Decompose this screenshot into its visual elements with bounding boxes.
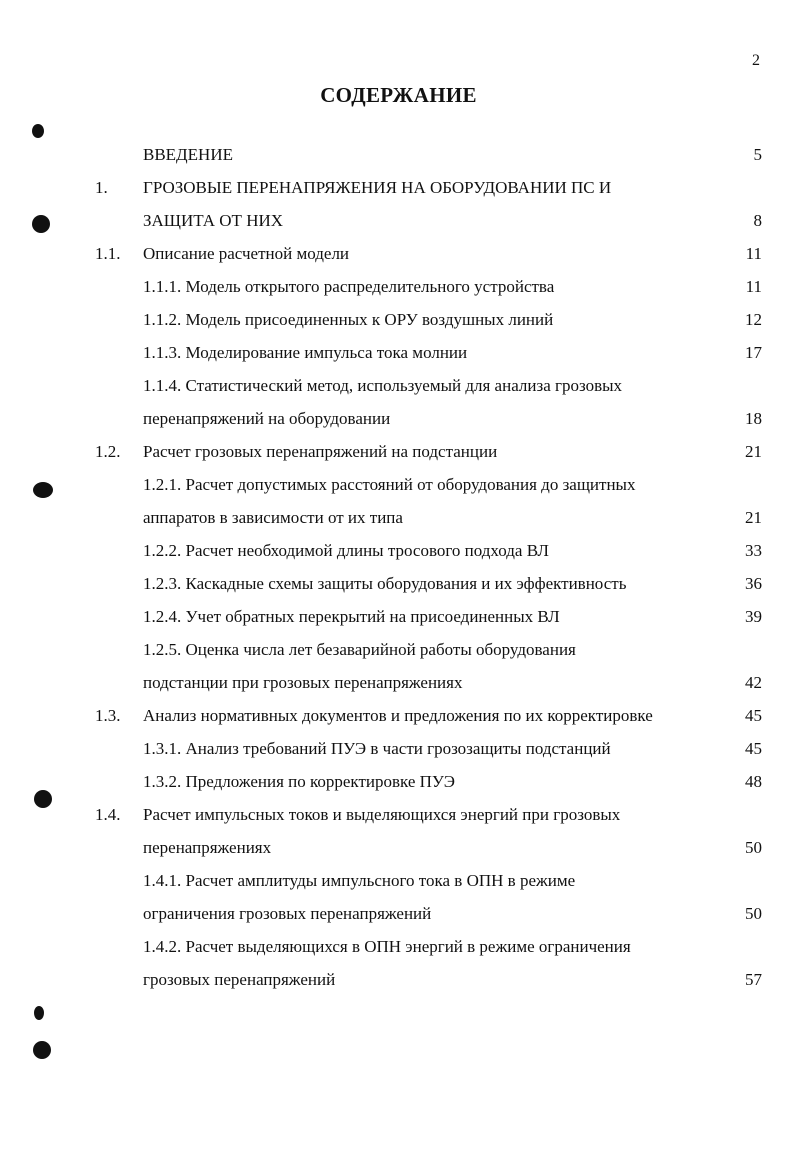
toc-number-1: 1.	[95, 178, 108, 197]
toc-page-intro: 5	[753, 145, 762, 164]
toc-page-1-4-2: 57	[745, 970, 762, 989]
toc-number-1-1: 1.1.	[95, 244, 121, 263]
toc-page-1-1-3: 17	[745, 343, 762, 362]
toc-entry-1-2-3: 1.2.3. Каскадные схемы защиты оборудования и их эффективность	[143, 574, 627, 593]
toc-entry-1-2-4: 1.2.4. Учет обратных перекрытий на присоединенных ВЛ	[143, 607, 560, 626]
toc-entry-1-3: Анализ нормативных документов и предложения по их корректировке	[143, 706, 653, 725]
toc-entry-1-2-5-line1: 1.2.5. Оценка числа лет безаварийной работы оборудования	[143, 640, 576, 659]
toc-number-1-3: 1.3.	[95, 706, 121, 725]
toc-entry-1-1-4-line1: 1.1.4. Статистический метод, используемый для анализа грозовых	[143, 376, 623, 395]
toc-page-1-1: 11	[745, 244, 762, 263]
toc-entry-1-1-4-line2: перенапряжений на оборудовании	[143, 409, 391, 428]
toc-entry-1-1-1: 1.1.1. Модель открытого распределительного устройства	[143, 277, 555, 296]
toc-page-1-2-1: 21	[745, 508, 762, 527]
toc-entry-1-4-2-line1: 1.4.2. Расчет выделяющихся в ОПН энергий в режиме ограничения	[143, 937, 631, 956]
page-title: СОДЕРЖАНИЕ	[320, 83, 477, 107]
page-number: 2	[752, 52, 760, 69]
toc-entry-1-2-1-line1: 1.2.1. Расчет допустимых расстояний от оборудования до защитных	[143, 475, 636, 494]
toc-page-1-1-4: 18	[745, 409, 762, 428]
toc-page-1-2: 21	[745, 442, 762, 461]
toc-page-1-1-2: 12	[745, 310, 762, 329]
toc-page-1: 8	[753, 211, 762, 230]
toc-entry-1-2-1-line2: аппаратов в зависимости от их типа	[143, 508, 403, 527]
toc-page-1-2-3: 36	[745, 574, 762, 593]
toc-entry-1-4-2-line2: грозовых перенапряжений	[143, 970, 336, 989]
toc-page-1-3-1: 45	[745, 739, 762, 758]
toc-number-1-2: 1.2.	[95, 442, 121, 461]
toc-entry-1-4-1-line1: 1.4.1. Расчет амплитуды импульсного тока в ОПН в режиме	[143, 871, 576, 890]
toc-entry-1-2: Расчет грозовых перенапряжений на подстанции	[143, 442, 498, 461]
toc-page-1-2-2: 33	[745, 541, 762, 560]
toc-page-1-1-1: 11	[745, 277, 762, 296]
toc-page-1-4-1: 50	[745, 904, 762, 923]
toc-entry-intro: ВВЕДЕНИЕ	[143, 145, 233, 164]
toc-entry-1-2-5-line2: подстанции при грозовых перенапряжениях	[143, 673, 463, 692]
toc-number-1-4: 1.4.	[95, 805, 121, 824]
toc-entry-1-2-2: 1.2.2. Расчет необходимой длины тросового подхода ВЛ	[143, 541, 549, 560]
toc-entry-1-1-2: 1.1.2. Модель присоединенных к ОРУ воздушных линий	[143, 310, 554, 329]
toc-page-1-4: 50	[745, 838, 762, 857]
toc-page-1-2-4: 39	[745, 607, 762, 626]
toc-entry-1-line2: ЗАЩИТА ОТ НИХ	[143, 211, 284, 230]
toc-entry-1-1: Описание расчетной модели	[143, 244, 350, 263]
toc-page-1-3-2: 48	[745, 772, 762, 791]
toc-entry-1-line1: ГРОЗОВЫЕ ПЕРЕНАПРЯЖЕНИЯ НА ОБОРУДОВАНИИ ПС И	[143, 178, 612, 197]
toc-entry-1-4-line1: Расчет импульсных токов и выделяющихся энергий при грозовых	[143, 805, 621, 824]
toc-entry-1-4-line2: перенапряжениях	[143, 838, 272, 857]
toc-page-1-2-5: 42	[745, 673, 762, 692]
toc-entry-1-1-3: 1.1.3. Моделирование импульса тока молнии	[143, 343, 468, 362]
toc-entry-1-3-2: 1.3.2. Предложения по корректировке ПУЭ	[143, 772, 455, 791]
toc-page-1-3: 45	[745, 706, 762, 725]
toc-entry-1-3-1: 1.3.1. Анализ требований ПУЭ в части грозозащиты подстанций	[143, 739, 611, 758]
toc-entry-1-4-1-line2: ограничения грозовых перенапряжений	[143, 904, 432, 923]
